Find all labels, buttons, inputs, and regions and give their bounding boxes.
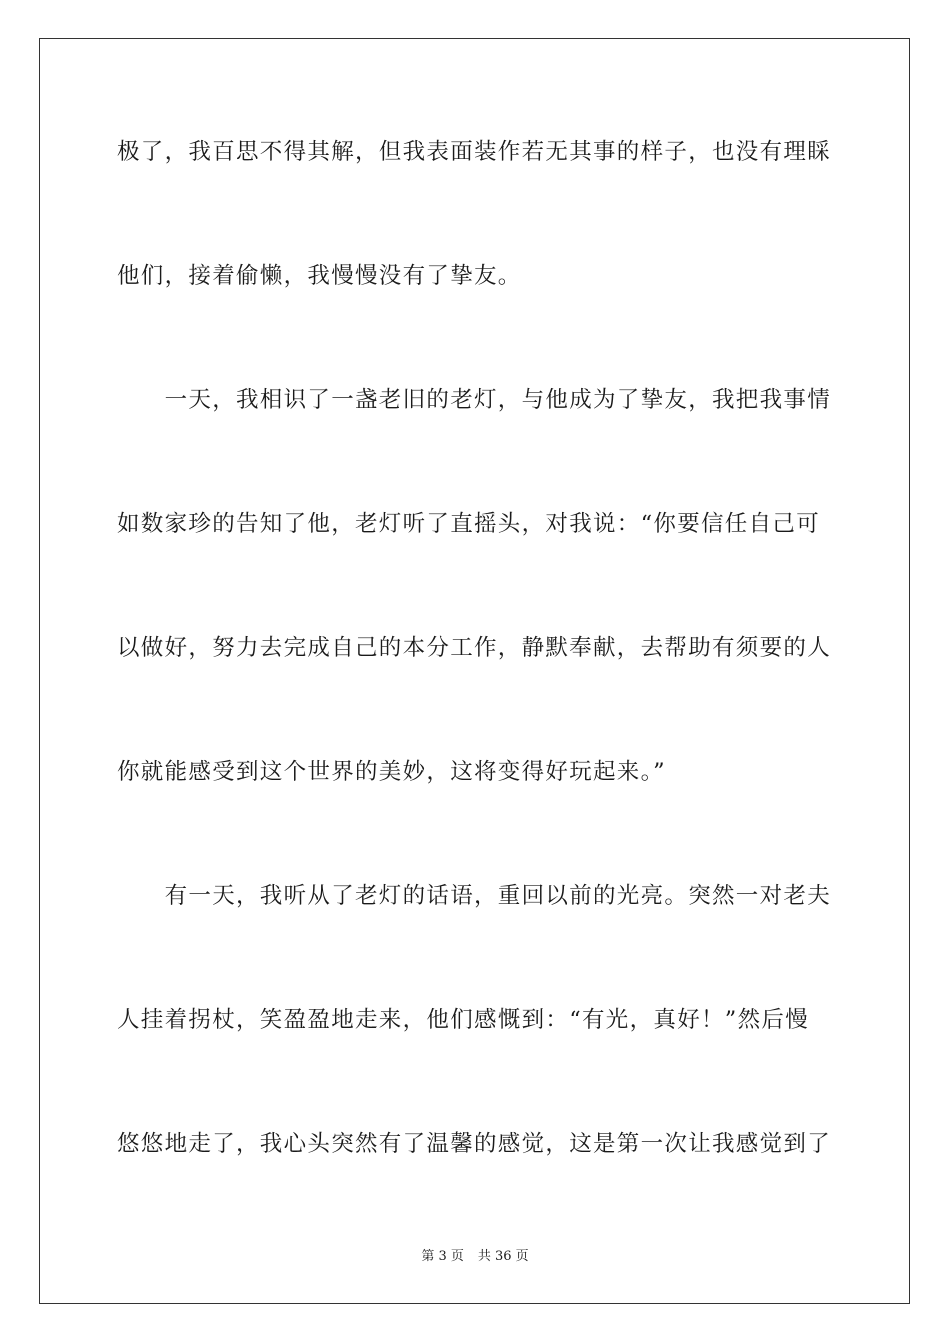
text-line: 你就能感受到这个世界的美妙，这将变得好玩起来。” [117, 759, 666, 785]
page-number: 第 3 页 [421, 1249, 464, 1264]
page-footer [0, 1248, 950, 1266]
text-line: 人挂着拐杖，笑盈盈地走来，他们感慨到：“有光，真好！”然后慢 [117, 1007, 810, 1033]
text-line: 以做好，努力去完成自己的本分工作，静默奉献，去帮助有须要的人 [117, 635, 832, 661]
total-pages: 共 36 页 [477, 1249, 529, 1264]
text-line: 一天，我相识了一盏老旧的老灯，与他成为了挚友，我把我事情 [117, 387, 832, 413]
text-line: 极了，我百思不得其解，但我表面装作若无其事的样子，也没有理睬 [117, 139, 832, 165]
text-line: 有一天，我听从了老灯的话语，重回以前的光亮。突然一对老夫 [117, 883, 832, 909]
page-frame [39, 38, 910, 1304]
text-line: 如数家珍的告知了他，老灯听了直摇头，对我说：“你要信任自己可 [117, 511, 821, 537]
text-line: 他们，接着偷懒，我慢慢没有了挚友。 [117, 263, 522, 289]
text-line: 悠悠地走了，我心头突然有了温馨的感觉，这是第一次让我感觉到了 [117, 1131, 832, 1157]
